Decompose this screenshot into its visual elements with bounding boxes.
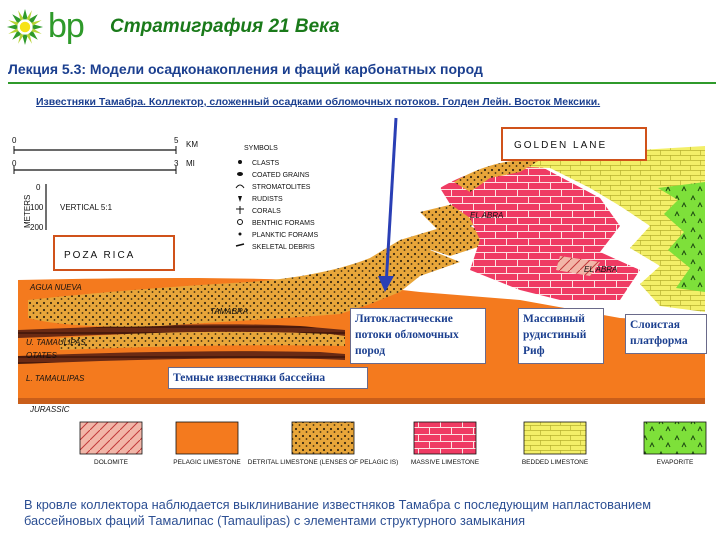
legend-label-dolomite: DOLOMITE	[94, 459, 128, 466]
clasts-icon	[238, 160, 242, 164]
legend-swatch-dolomite	[80, 422, 142, 454]
legend-label-detrital: DETRITAL LIMESTONE (LENSES OF PELAGIC IS)	[247, 459, 399, 466]
legend-swatch-bedded	[524, 422, 586, 454]
skeletal-debris-icon	[236, 244, 244, 246]
legend	[80, 422, 706, 466]
poza-rica-label: POZA RICA	[64, 250, 136, 261]
scale-km-zero: 0	[12, 136, 17, 145]
callout-basin: Темные известняки бассейна	[168, 367, 368, 389]
legend-swatch-detrital	[292, 422, 354, 454]
scale-mi-unit: MI	[186, 159, 195, 168]
symbol-clasts: CLASTS	[252, 160, 280, 167]
slide-subtitle: Известняки Тамабра. Коллектор, сложенный осадками обломочных потоков. Голден Лейн. Восток Мексики.	[36, 96, 601, 108]
scale-meters-label: METERS	[23, 194, 32, 228]
symbol-planktic-forams: PLANKTIC FORAMS	[252, 232, 319, 239]
rudists-icon	[238, 196, 242, 202]
corals-icon	[236, 206, 244, 214]
unit-agua-nueva: AGUA NUEVA	[30, 283, 82, 292]
slide-caption: В кровле коллектора наблюдается выклинивание известняков Тамабра с последующим напластованием бассейновых фаций Тамалипас (Tamaulipas) с элементами структурного замыкания	[24, 497, 652, 528]
scale-m-twohundred: 200	[30, 223, 44, 232]
legend-label-evaporite: EVAPORITE	[656, 459, 694, 466]
planktic-forams-icon	[239, 233, 242, 236]
scale-mi-zero: 0	[12, 159, 17, 168]
callout-platform: Слоистая платформа	[625, 314, 707, 354]
symbol-skeletal-debris: SKELETAL DEBRIS	[252, 244, 315, 251]
symbols-title: SYMBOLS	[244, 145, 278, 152]
symbol-benthic-forams: BENTHIC FORAMS	[252, 220, 315, 227]
unit-tamabra: TAMABRA	[210, 307, 249, 316]
legend-label-bedded: BEDDED LIMESTONE	[521, 459, 589, 466]
stromatolites-icon	[236, 185, 244, 188]
unit-jurassic: JURASSIC	[30, 405, 70, 414]
legend-swatch-evaporite	[644, 422, 706, 454]
unit-l-tamaulipas: L. TAMAULIPAS	[26, 374, 85, 383]
symbols-key	[236, 160, 318, 251]
legend-swatch-pelagic	[176, 422, 238, 454]
legend-label-pelagic: PELAGIC LIMESTONE	[173, 459, 241, 466]
scale-m-zero: 0	[36, 183, 41, 192]
unit-u-tamaulipas: U. TAMAULIPAS	[26, 338, 86, 347]
scale-vertical: VERTICAL 5:1	[60, 203, 113, 212]
scale-km-five: 5	[174, 136, 179, 145]
golden-lane-label: GOLDEN LANE	[514, 140, 608, 151]
scale-km-unit: KM	[186, 140, 198, 149]
bp-wordmark: bp	[48, 7, 84, 45]
legend-label-massive: MASSIVE LIMESTONE	[410, 459, 480, 466]
jurassic-base-layer	[18, 398, 705, 404]
symbol-coated-grains: COATED GRAINS	[252, 172, 310, 179]
scale-m-hundred: 100	[30, 203, 44, 212]
callout-reef: Массивный рудистиный Риф	[518, 308, 604, 364]
symbol-stromatolites: STROMATOLITES	[252, 184, 311, 191]
legend-swatch-massive	[414, 422, 476, 454]
symbol-rudists: RUDISTS	[252, 196, 283, 203]
page-title: Стратиграфия 21 Века	[110, 16, 340, 37]
callout-lithoclastic: Литокластические потоки обломочных пород	[350, 308, 486, 364]
unit-otates: OTATES	[26, 351, 57, 360]
lecture-heading: Лекция 5.3: Модели осадконакопления и фаций карбонатных пород	[8, 61, 483, 77]
unit-el-abra-upper: EL ABRA	[470, 211, 504, 220]
scale-mi-three: 3	[174, 159, 179, 168]
benthic-forams-icon	[238, 220, 243, 225]
unit-el-abra-lower: EL ABRA	[584, 265, 618, 274]
symbol-corals: CORALS	[252, 208, 281, 215]
coated-grains-icon	[237, 172, 243, 176]
